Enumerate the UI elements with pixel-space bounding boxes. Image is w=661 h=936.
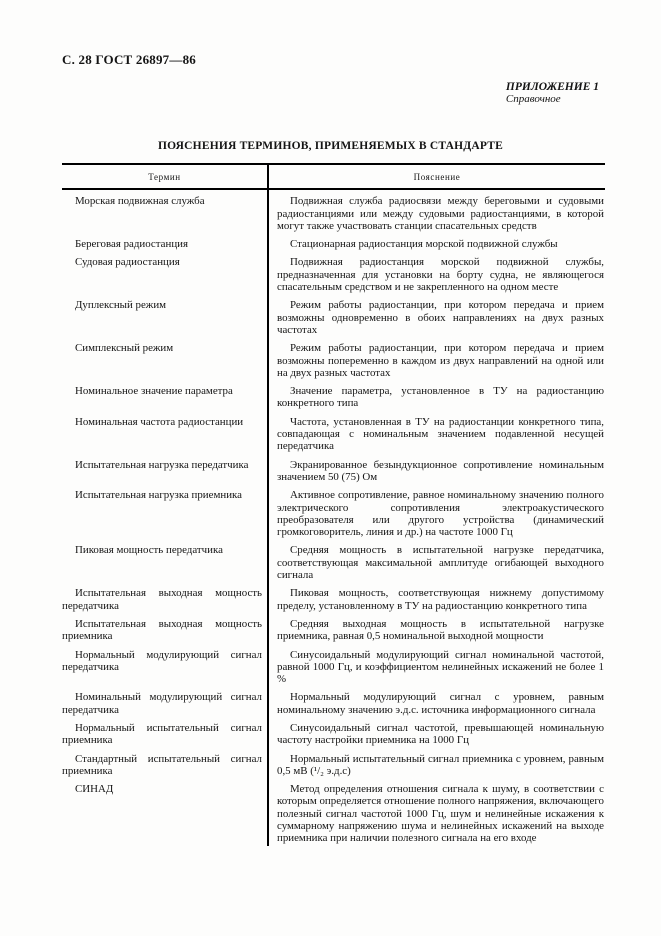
terms-table-head	[62, 164, 605, 189]
term-cell: Симплексный режим	[75, 342, 174, 355]
term-cell: Пиковая мощность передатчика	[75, 544, 223, 557]
table-row	[62, 411, 605, 454]
table-row	[62, 717, 605, 748]
appendix-block	[506, 82, 599, 105]
table-row	[62, 644, 605, 687]
term-cell: Нормальный модулирующий сигнал передатчика	[62, 648, 262, 673]
term-cell: Испытательная выходная мощность передатчика	[62, 587, 262, 612]
appendix-label: ПРИЛОЖЕНИЕ 1	[505, 81, 599, 93]
header-row	[62, 164, 605, 189]
appendix-note: Справочное	[505, 92, 561, 105]
table-row	[62, 613, 605, 644]
term-cell: Номинальное значение параметра	[75, 385, 233, 398]
explanation-cell: Метод определения отношения сигнала к шуму, в соответствии с которым определяется отношение полного напряжения, включающего полезный сигнал частотой 1000 Гц, шум и нелинейные искажения к суммарному напряжению шума и нелинейных искажений на выходе приемника при наличии полезного сигнала на его входе	[268, 778, 605, 845]
explanation-cell: Режим работы радиостанции, при котором передача и прием возможны одновременно в обоих направлениях на двух разных частотах	[268, 294, 605, 337]
explanation-cell: Стационарная радиостанция морской подвижной службы	[268, 233, 605, 251]
explanation-cell: Нормальный модулирующий сигнал с уровнем, равным номинальному значению э.д.с. источника информационного сигнала	[268, 686, 605, 717]
table-row	[62, 484, 605, 539]
terms-table	[62, 163, 605, 846]
explanation-cell: Пиковая мощность, соответствующая нижнему допустимому пределу, установленному в ТУ на радиостанцию конкретного типа	[268, 582, 605, 613]
term-cell: СИНАД	[75, 783, 114, 796]
explanation-cell: Нормальный испытательный сигнал приемника с уровнем, равным 0,5 мВ (¹/₂ э.д.с)	[268, 748, 605, 779]
explanation-cell: Частота, установленная в ТУ на радиостанции конкретного типа, совпадающая с номинальным значением подавленной несущей передатчика	[268, 411, 605, 454]
term-cell: Нормальный испытательный сигнал приемника	[62, 721, 262, 747]
term-cell: Испытательная нагрузка приемника	[75, 489, 242, 502]
table-row	[62, 539, 605, 582]
page-title: ПОЯСНЕНИЯ ТЕРМИНОВ, ПРИМЕНЯЕМЫХ В СТАНДАРТЕ	[157, 140, 504, 152]
explanation-cell: Средняя мощность в испытательной нагрузке передатчика, соответствующая максимальной амплитуде огибающей выходного сигнала	[268, 539, 605, 582]
terms-table-body	[62, 189, 605, 845]
term-cell: Судовая радиостанция	[75, 256, 180, 269]
table-row	[62, 454, 605, 485]
explanation-cell: Подвижная служба радиосвязи между береговыми и судовыми радиостанциями или между судовыми радиостанциями, в которой могут также участвовать станции спасательных средств	[268, 189, 605, 233]
term-cell: Номинальный модулирующий сигнал передатчика	[62, 691, 262, 716]
table-row	[62, 582, 605, 613]
page-header: С. 28 ГОСТ 26897—86	[62, 52, 196, 67]
table-row	[62, 380, 605, 411]
table-row	[62, 233, 605, 251]
table-row	[62, 778, 605, 845]
column-header-explanation: Пояснение	[268, 164, 605, 189]
term-cell: Номинальная частота радиостанции	[75, 415, 244, 428]
table-row	[62, 748, 605, 779]
explanation-cell: Режим работы радиостанции, при котором передача и прием возможны попеременно в каждом из двух направлений на одной или на двух разных частотах	[268, 337, 605, 380]
explanation-cell: Подвижная радиостанция морской подвижной службы, предназначенная для установки на борту судна, не являющегося спасательным средством и не закрепленного на одном месте	[268, 251, 605, 294]
table-row	[62, 189, 605, 233]
explanation-cell: Синусоидальный сигнал частотой, превышающей номинальную частоту настройки приемника на 1000 Гц	[268, 717, 605, 748]
explanation-cell: Экранированное безындукционное сопротивление номинальным значением 50 (75) Ом	[268, 454, 605, 485]
table-row	[62, 686, 605, 717]
column-header-term: Термин	[62, 164, 268, 189]
explanation-cell: Средняя выходная мощность в испытательной нагрузке приемника, равная 0,5 номинальной выходной мощности	[268, 613, 605, 644]
term-cell: Морская подвижная служба	[75, 195, 205, 208]
table-row	[62, 337, 605, 380]
explanation-cell: Активное сопротивление, равное номинальному значению полного электрического сопротивления электроакустического преобразователя или другого устройства (динамический громкоговоритель, линия и др.) на частоте 1000 Гц	[268, 484, 605, 539]
table-row	[62, 294, 605, 337]
term-cell: Дуплексный режим	[75, 299, 167, 312]
explanation-cell: Значение параметра, установленное в ТУ на радиостанцию конкретного типа	[268, 380, 605, 411]
term-cell: Береговая радиостанция	[75, 238, 188, 251]
term-cell: Стандартный испытательный сигнал приемника	[62, 752, 262, 777]
term-cell: Испытательная выходная мощность приемника	[62, 617, 262, 643]
explanation-cell: Синусоидальный модулирующий сигнал номинальной частотой, равной 1000 Гц, и коэффициентом нелинейных искажений не более 1 %	[268, 644, 605, 687]
term-cell: Испытательная нагрузка передатчика	[75, 458, 249, 471]
table-row	[62, 251, 605, 294]
